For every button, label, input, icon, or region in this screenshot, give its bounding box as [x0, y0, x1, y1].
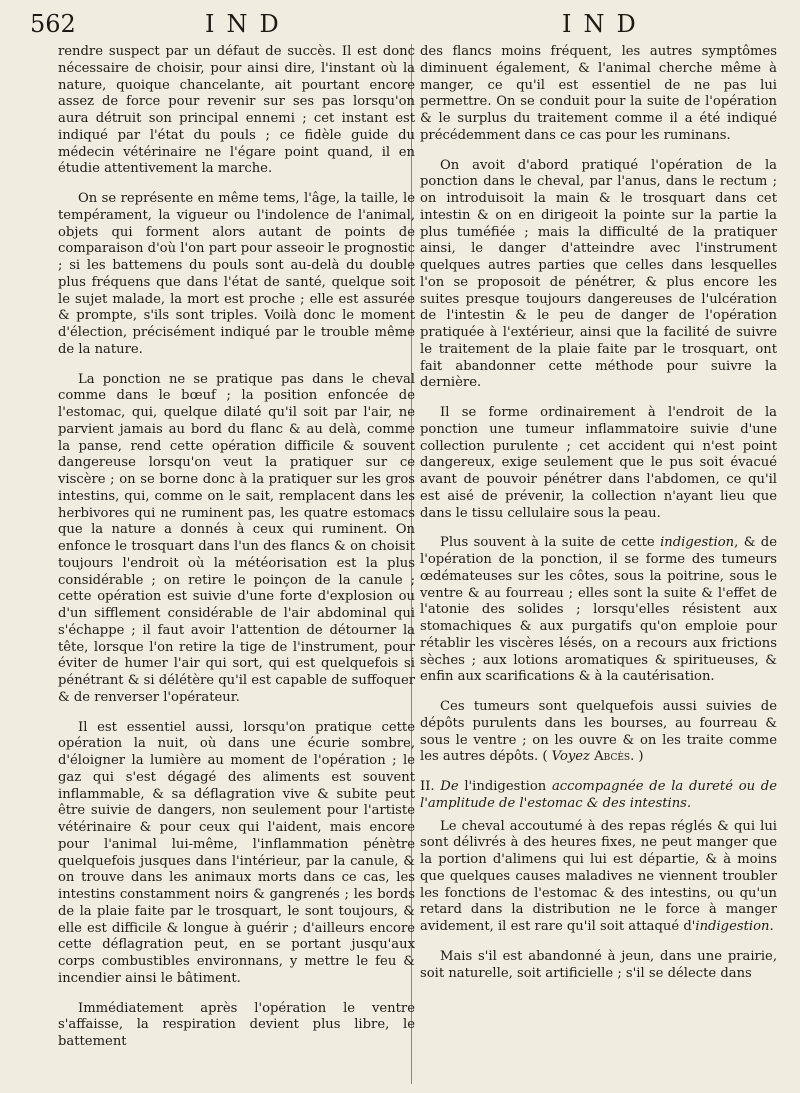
- italic-term: indigestion: [695, 919, 770, 934]
- section-heading-word: De: [440, 779, 459, 794]
- paragraph: La ponction ne se pratique pas dans le cheval comme dans le bœuf ; la position enfoncée de l'estomac, qui, quelque dilaté qu'il soit par l'air, ne parvient jamais au bord du flanc & au delà, comme la panse, rend cette opération difficile & souvent dangereuse lorsqu'on veut la pratiquer sur ce viscère ; on se borne donc à la pratiquer sur les gros intestins, qui, comme on le sait, remplacent dans les herbivores qui ne ruminent pas, les quatre estomacs que la nature a donnés à ceux qui ruminent. On enfonce le trosquart dans l'un des flancs & on choisit toujours l'endroit où la météorisation est la plus considérable ; on retire le poinçon de la canule ; cette opération est suivie d'une forte d'explosion ou d'un sifflement considérable de l'air abdominal qui s'échappe ; il faut avoir l'attention de détourner la tête, lorsque l'on retire la tige de l'instrument, pour éviter de humer l'air qui sort, qui est quelquefois si pénétrant & si délétère qu'il est capable de suffoquer & de renverser l'opérateur.: [58, 371, 416, 705]
- right-column: [420, 44, 777, 982]
- running-header: [0, 8, 800, 42]
- running-title-right: IND: [562, 10, 648, 38]
- section-heading: [420, 779, 777, 813]
- paragraph: Immédiatement après l'opération le ventre s'affaisse, la respiration devient plus libre, le battement: [58, 1000, 415, 1049]
- paragraph: On se représente en même tems, l'âge, la taille, le tempérament, la vigueur ou l'indolence de l'animal, objets qui forment alors autant de points de comparaison d'où l'on part pour asseoir le prognostic ; si les battemens du pouls sont au-delà du double plus fréquens que dans l'état de santé, quelque soit le sujet malade, la mort est proche ; elle est assurée & prompte, s'ils sont triples. Voilà donc le moment d'élection, précisément indiqué par le trouble même de la nature.: [58, 191, 415, 357]
- paragraph: [420, 699, 777, 766]
- paragraph: des flancs moins fréquent, les autres symptômes diminuent également, & l'animal cherche même à manger, ce qu'il est essentiel de ne pas lui permettre. On se conduit pour la suite de l'opération & le surplus du traitement comme il a été indiqué précédemment dans ce cas pour les ruminans.: [420, 44, 777, 143]
- running-title-left: IND: [205, 10, 291, 38]
- paragraph: [420, 535, 777, 686]
- text-run: . ): [630, 749, 644, 765]
- text-run: , & de l'opération de la ponction, il se forme des tumeurs œdémateuses sur les côtes, sous la poitrine, sous le ventre & au fourreau ; elles sont la suite & l'effet de l'atonie des solides ; lorsqu'elles résistent aux stomachiques & aux purgatifs qu'on emploie pour rétablir les viscères lésés, on a recours aux frictions sèches ; aux lotions aromatiques & spiritueuses, & enfin aux scarifications & à la cautérisation.: [420, 535, 777, 685]
- section-number: II.: [420, 779, 435, 794]
- paragraph: Mais s'il est abandonné à jeun, dans une prairie, soit naturelle, soit artificielle ; s'il se délecte dans: [420, 948, 777, 981]
- text-run: Plus souvent à la suite de cette: [440, 535, 661, 551]
- text-run: .: [769, 919, 774, 934]
- page-number: 562: [30, 10, 76, 38]
- left-column: [58, 44, 415, 1051]
- italic-term: indigestion: [660, 535, 735, 551]
- text-run: Ces tumeurs sont quelquefois aussi suivies de dépôts purulents dans les bourses, au fourreau & sous le ventre ; on les ouvre & on les traite comme les autres dépôts. (: [420, 699, 777, 765]
- paragraph: Il est essentiel aussi, lorsqu'on pratique cette opération la nuit, où dans une écurie sombre, d'éloigner la lumière au moment de l'opération ; le gaz qui s'est dégagé des aliments est souvent inflammable, & sa déflagration vive & subite peut être suivie de dangers, non seulement pour l'artiste vétérinaire & pour ceux qui l'aident, mais encore pour l'animal lui-même, l'inflammation pénètre quelquefois jusques dans l'intérieur, par la canule, & on trouve dans les animaux morts dans ce cas, les intestins constamment noirs & gangrenés ; les bords de la plaie faite par le trosquart, le sont toujours, & elle est difficile & longue à guérir ; d'ailleurs encore cette déflagration peut, en se portant jusqu'aux corps combustibles environnans, y mettre le feu & incendier ainsi le bâtiment.: [58, 719, 415, 986]
- section-heading-italic: accompagnée de la dureté ou de l'amplitude de l'estomac & des intestins.: [420, 779, 777, 811]
- paragraph: On avoit d'abord pratiqué l'opération de la ponction dans le cheval, par l'anus, dans le rectum ; on introduisoit la main & le trosquart dans cet intestin & on en dirigeoit la pointe sur la partie la plus tuméfiée ; mais la difficulté de la pratiquer ainsi, le danger d'atteindre avec l'instrument quelques autres parties que celles dans lesquelles l'on se proposoit de pénétrer, & plus encore les suites presque toujours dangereuses de l'ulcération de l'intestin & le peu de danger de l'opération pratiquée à l'extérieur, ainsi que la facilité de suivre le traitement de la plaie faite par le trosquart, ont fait abandonner cette méthode pour suivre la dernière.: [420, 157, 777, 391]
- paragraph: rendre suspect par un défaut de succès. Il est donc nécessaire de choisir, pour ainsi dire, l'instant où la nature, quoique chancelante, ait pourtant encore assez de force pour revenir sur ses pas lorsqu'on aura détruit son principal ennemi ; cet instant est indiqué par l'état du pouls ; ce fidèle guide du médecin vétérinaire ne l'égare point quand, il en étudie attentivement la marche.: [58, 44, 415, 177]
- paragraph: Il se forme ordinairement à l'endroit de la ponction une tumeur inflammatoire suivie d'une collection purulente ; cet accident qui n'est point dangereux, exige seulement que le pus soit évacué avant de pouvoir pénétrer dans l'abdomen, ce qu'il est aisé de prévenir, la collection n'ayant lieu que dans le tissu cellulaire sous la peau.: [420, 405, 777, 521]
- text-run: Le cheval accoutumé à des repas réglés & qui lui sont délivrés à des heures fixes, ne peut manger que la portion d'alimens qui lui est départie, & à moins que quelques causes maladives ne viennent troubler les fonctions de l'estomac & des intestins, ou qu'un retard dans la distribution ne le force à manger avidement, il est rare qu'il soit attaqué d': [420, 818, 777, 934]
- see-reference: Voyez: [551, 749, 590, 765]
- section-heading-text: l'indigestion: [458, 779, 552, 794]
- paragraph: [420, 819, 777, 936]
- cross-reference: Abcès: [594, 749, 631, 765]
